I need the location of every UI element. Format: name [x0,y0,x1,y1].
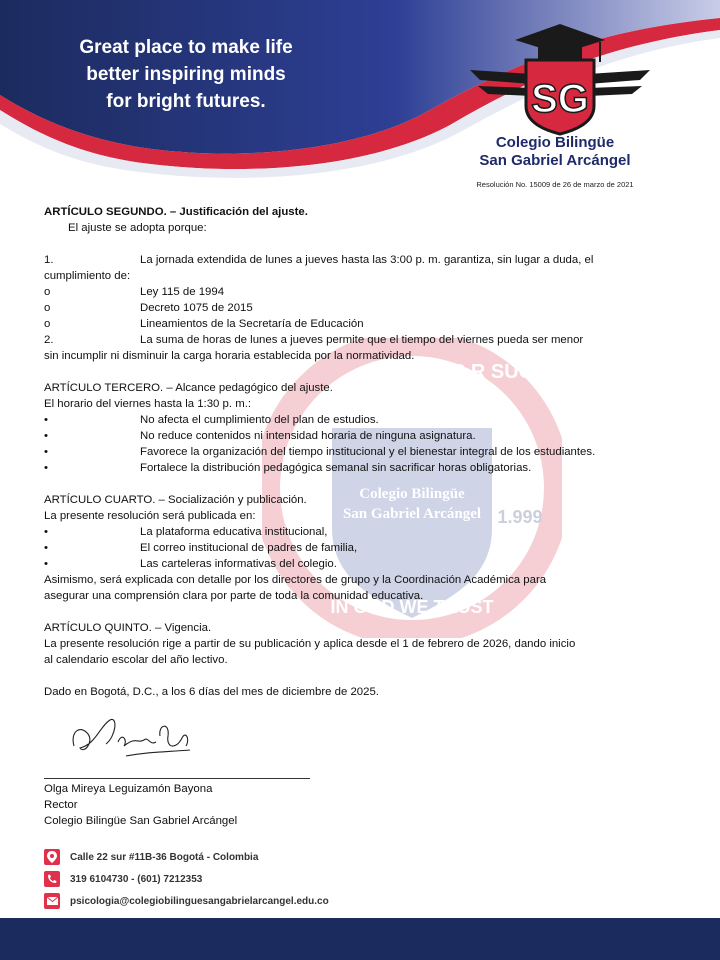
list-item: o Ley 115 de 1994 [44,286,225,298]
mail-icon [44,893,60,909]
school-name-line1: Colegio Bilingüe [495,134,615,151]
svg-text:Colegio Bilingüe: Colegio Bilingüe [359,486,465,502]
list-item: • El correo institucional de padres de familia, [44,542,358,554]
svg-text:San Gabriel Arcángel: San Gabriel Arcángel [342,506,482,522]
list-item: • No reduce contenidos ni intensidad horaria de ninguna asignatura. [44,430,476,442]
slogan-line: better inspiring minds [86,64,286,85]
document-body [44,204,669,700]
phone-icon [44,871,60,887]
signer-block [44,781,237,829]
article-5-paragraph: La presente resolución rige a partir de su publicación y aplica desde el 1 de febrero de 2026, dando inicio [44,638,576,650]
article-4-intro: La presente resolución será publicada en: [44,510,256,522]
school-name-line2: San Gabriel Arcángel [479,152,631,169]
article-2-point-1-cont: cumplimiento de: [44,270,131,282]
article-3-title: ARTÍCULO TERCERO. – Alcance pedagógico del ajuste. [44,382,333,394]
article-2-title: ARTÍCULO SEGUNDO. – Justificación del ajuste. [44,206,308,218]
article-2-point-1: 1. La jornada extendida de lunes a jueves hasta las 3:00 p. m. garantiza, sin lugar a duda, el [44,254,594,266]
article-2-point-2: 2. La suma de horas de lunes a jueves permite que el tiempo del viernes pueda ser menor [44,334,584,346]
contact-phone [44,868,329,890]
article-5-title: ARTÍCULO QUINTO. – Vigencia. [44,622,212,634]
signer-role: Rector [44,799,78,811]
article-5-paragraph-cont: al calendario escolar del año lectivo. [44,654,228,666]
slogan [56,34,316,115]
closing-statement: Dado en Bogotá, D.C., a los 6 días del mes de diciembre de 2025. [44,686,379,698]
signature-line [44,778,310,779]
list-item: o Decreto 1075 de 2015 [44,302,253,314]
list-item: • Las carteleras informativas del colegio. [44,558,337,570]
list-item: • Fortalece la distribución pedagógica semanal sin sacrificar horas obligatorias. [44,462,532,474]
svg-text:S R SUCC: S R SUCC [452,361,548,383]
svg-text:SG: SG [531,77,589,121]
school-logo-icon [460,22,660,202]
article-2-point-2-cont: sin incumplir ni disminuir la carga horaria establecida por la normatividad. [44,350,415,362]
list-item: • La plataforma educativa institucional, [44,526,328,538]
contact-address [44,846,329,868]
header-banner [0,0,720,200]
svg-text:IN GOD WE TRUST: IN GOD WE TRUST [330,597,494,617]
location-pin-icon [44,849,60,865]
slogan-line: Great place to make life [79,37,293,58]
resolution-note: Resolución No. 15009 de 26 de marzo de 2021 [476,180,634,189]
email-text: psicologia@colegiobilinguesangabrielarcangel.edu.co [70,895,329,907]
signer-institution: Colegio Bilingüe San Gabriel Arcángel [44,815,238,827]
list-item: • No afecta el cumplimiento del plan de estudios. [44,414,379,426]
contact-info [44,846,329,912]
signer-name: Olga Mireya Leguizamón Bayona [44,783,213,795]
signature-icon [66,706,196,768]
address-text: Calle 22 sur #11B-36 Bogotá - Colombia [70,851,259,863]
list-item: • Favorece la organización del tiempo institucional y el bienestar integral de los estudiantes. [44,446,596,458]
slogan-line: for bright futures. [106,91,266,112]
article-4-title: ARTÍCULO CUARTO. – Socialización y publicación. [44,494,307,506]
article-3-intro: El horario del viernes hasta la 1:30 p. m.: [44,398,252,410]
school-name [450,134,660,170]
article-2-intro: El ajuste se adopta porque: [68,222,207,234]
contact-email [44,890,329,912]
list-item: o Lineamientos de la Secretaría de Educación [44,318,364,330]
phone-text: 319 6104730 - (601) 7212353 [70,873,203,885]
svg-text:1.999: 1.999 [497,507,543,527]
footer-bar [0,918,720,960]
article-4-paragraph-cont: asegurar una comprensión clara por parte de toda la comunidad educativa. [44,590,424,602]
article-4-paragraph: Asimismo, será explicada con detalle por los directores de grupo y la Coordinación Académica para [44,574,547,586]
